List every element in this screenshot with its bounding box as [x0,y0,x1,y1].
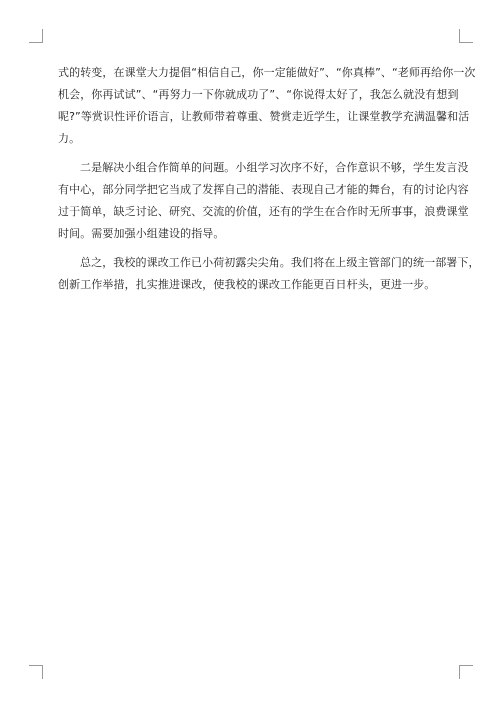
text-line: 呢?”等赏识性评价语言，让教师带着尊重、赞赏走近学生，让课堂教学充满温馨和活 [58,110,470,123]
crop-mark-top-left [29,29,43,43]
paragraph-spacing [58,150,444,157]
crop-mark-top-right [459,29,473,43]
paragraph [58,62,476,150]
text-line: 二是解决小组合作简单的问题。小组学习次序不好，合作意识不够，学生发言没 [80,161,469,174]
paragraph [58,157,469,245]
text-line: 式的转变，在课堂大力提倡“相信自己，你一定能做好”、“你真棒”、“老师再给你一次 [58,66,476,79]
document-body [58,62,480,296]
text-line: 总之，我校的课改工作已小荷初露尖尖角。我们将在上级主管部门的统一部署下， [80,256,480,269]
text-line: 有中心，部分同学把它当成了发挥自己的潜能、表现自己才能的舞台，有的讨论内容 [58,183,469,196]
text-line: 过于简单，缺乏讨论、研究、交流的价值，还有的学生在合作时无所事事，浪费课堂 [58,205,469,218]
text-line: 时间。需要加强小组建设的指导。 [58,227,225,240]
paragraph [58,252,480,296]
crop-mark-bottom-right [459,665,473,679]
text-line: 创新工作举措，扎实推进课改，使我校的课改工作能更百日杆头，更进一步。 [58,278,436,291]
crop-mark-bottom-left [29,665,43,679]
paragraph-spacing [58,245,444,252]
text-line: 机会，你再试试”、“再努力一下你就成功了”、“你说得太好了，我怎么就没有想到 [58,88,459,101]
text-line: 力。 [58,132,81,145]
